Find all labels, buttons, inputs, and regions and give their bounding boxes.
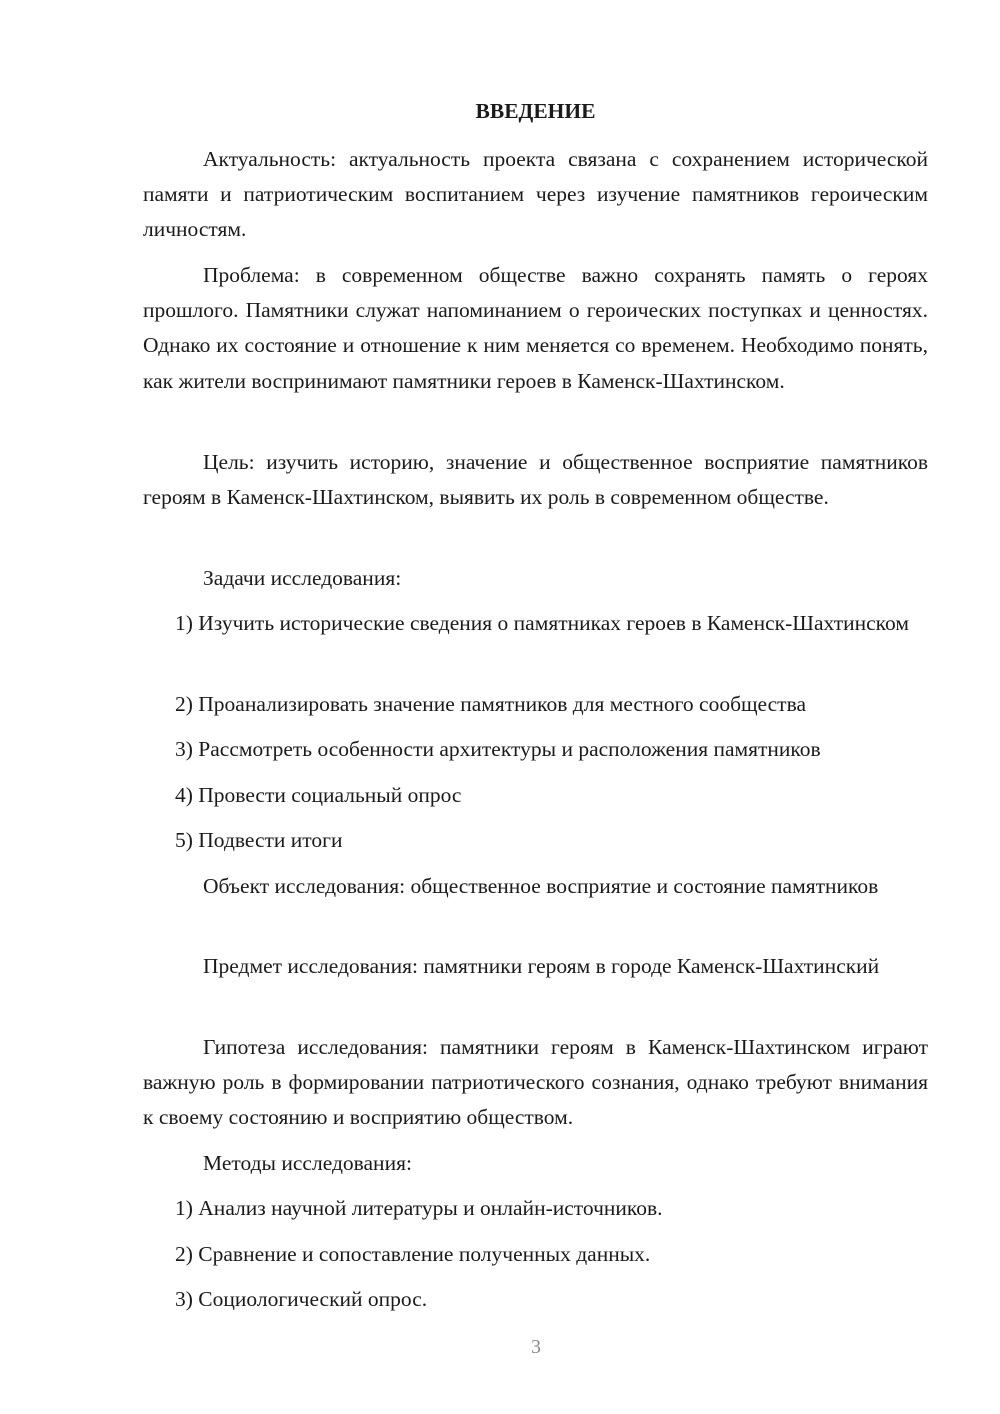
section-title: ВВЕДЕНИЕ <box>475 99 596 123</box>
page-number: 3 <box>531 1336 541 1358</box>
method-item: 1) Анализ научной литературы и онлайн-источников. <box>175 1196 663 1220</box>
hypothesis-paragraph: Гипотеза исследования: памятники героям в Каменск-Шахтинском играют важную роль в формировании патриотического сознания, однако требуют внимания к своему состоянию и восприятию обществом. <box>143 1035 928 1130</box>
method-item: 2) Сравнение и сопоставление полученных данных. <box>175 1242 651 1266</box>
task-item: 2) Проанализировать значение памятников для местного сообщества <box>175 692 806 716</box>
methods-heading: Методы исследования: <box>203 1151 412 1175</box>
task-item: 5) Подвести итоги <box>175 828 343 852</box>
task-item: 3) Рассмотреть особенности архитектуры и расположения памятников <box>175 737 821 761</box>
task-item: 1) Изучить исторические сведения о памятниках героев в Каменск-Шахтинском <box>175 611 909 635</box>
object-paragraph: Объект исследования: общественное восприятие и состояние памятников <box>203 874 879 898</box>
problem-paragraph: Проблема: в современном обществе важно сохранять память о героях прошлого. Памятники служат напоминанием о героических поступках и ценностях. Однако их состояние и отношение к ним меняется со временем. Необходимо понять, как жители воспринимают памятники героев в Каменск-Шахтинском. <box>143 263 928 393</box>
task-item: 4) Провести социальный опрос <box>175 783 462 807</box>
goal-paragraph: Цель: изучить историю, значение и общественное восприятие памятников героям в Каменск-Шахтинском, выявить их роль в современном обществе. <box>143 450 928 510</box>
subject-paragraph: Предмет исследования: памятники героям в городе Каменск-Шахтинский <box>203 954 880 978</box>
method-item: 3) Социологический опрос. <box>175 1287 428 1311</box>
tasks-heading: Задачи исследования: <box>203 566 402 590</box>
relevance-paragraph: Актуальность: актуальность проекта связана с сохранением исторической памяти и патриотическим воспитанием через изучение памятников героическим личностям. <box>143 147 928 242</box>
